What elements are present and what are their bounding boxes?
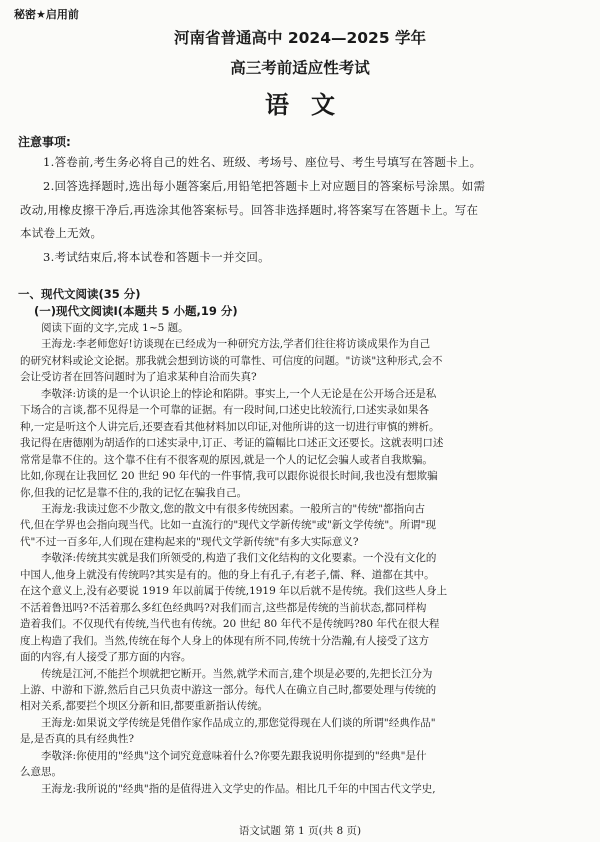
passage-line: 不活着鲁迅吗?不活着那么多红色经典吗?对我们而言,这些都是传统的当前状态,都同样构 [20, 601, 427, 614]
passage-line: 常常是靠不住的。这个靠不住有不很客观的原因,就是一个人的记忆会骗人或者自我欺骗。 [20, 453, 433, 466]
notice-line: 3.考试结束后,将本试卷和答题卡一并交回。 [43, 250, 270, 265]
passage [20, 320, 585, 797]
passage-line: 下场合的言谈,都不见得是一个可靠的证据。有一段时间,口述史比较流行,口述实录如果各 [20, 404, 430, 417]
notice-line: 本试卷上无效。 [20, 226, 103, 241]
passage-line: 在这个意义上,没有必要说 1919 年以前属于传统,1919 年以后就不是传统。我们这些人身上 [20, 585, 448, 598]
notice-line: 2.回答选择题时,选出每小题答案后,用铅笔把答题卡上对应题目的答案标号涂黑。如需 [43, 178, 486, 193]
passage-line: 阅读下面的文字,完成 1~5 题。 [41, 322, 189, 334]
passage-line: 么意思。 [20, 766, 62, 779]
passage-line: 李敬泽:访谈的是一个认识论上的悖论和陷阱。事实上,一个人无论是在公开场合还是私 [41, 387, 437, 400]
passage-line: 度上构造了我们。当然,传统在每个人身上的体现有所不同,传统十分浩瀚,有人接受了这方 [20, 634, 430, 647]
passage-line: 会让受访者在回答问题时为了追求某种自洽而失真? [20, 371, 257, 384]
passage-line: 的研究材料或论文论据。那我就会想到访谈的可靠性、可信度的问题。"访谈"这种形式,会不 [20, 354, 443, 367]
subject-title: 语文 [265, 91, 357, 119]
subsection-heading: (一)现代文阅读Ⅰ(本题共 5 小题,19 分) [34, 304, 238, 318]
passage-line: 代"不过一百多年,人们现在建构起来的"现代文学新传统"有多大实际意义? [20, 535, 359, 548]
passage-line: 王海龙:我所说的"经典"指的是值得进入文学史的作品。相比几千年的中国古代文学史, [41, 782, 436, 795]
passage-line: 我记得在唐德刚为胡适作的口述实录中,订正、考证的篇幅比口述正文还要长。这就表明口述 [20, 437, 444, 450]
notice-heading: 注意事项: [18, 135, 71, 149]
passage-line: 你,但我的记忆是靠不住的,我的记忆在骗我自己。 [20, 486, 248, 499]
notice-block [20, 151, 576, 270]
passage-line: 代,但在学界也会指向现当代。比如一直流行的"现代文学新传统"或"新文学传统"。所谓"现 [20, 519, 436, 532]
passage-line: 李敬泽:你使用的"经典"这个词究竟意味着什么?你要先跟我说明你提到的"经典"是什 [41, 749, 427, 762]
passage-line: 面的内容,有人接受了那方面的内容。 [20, 651, 192, 664]
passage-line: 造着我们。不仅现代有传统,当代也有传统。20 世纪 80 年代不是传统吗?80 年代在很大程 [20, 618, 440, 631]
passage-line: 是,是否真的具有经典性? [20, 733, 134, 746]
passage-line: 相对关系,都要拦个坝区分新和旧,都要重新指认传统。 [20, 700, 269, 713]
page-footer: 语文试题 第 1 页(共 8 页) [238, 825, 362, 837]
notice-line: 1.答卷前,考生务必将自己的姓名、班级、考场号、座位号、考生号填写在答题卡上。 [43, 155, 482, 169]
passage-line: 王海龙:我读过您不少散文,您的散文中有很多传统因素。一般所言的"传统"都指向古 [41, 502, 426, 515]
passage-line: 中国人,他身上就没有传统吗?其实是有的。他的身上有孔子,有老子,儒、释、道都在其中。 [20, 568, 435, 581]
passage-line: 王海龙:李老师您好!访谈现在已经成为一种研究方法,学者们往往将访谈成果作为自己 [41, 338, 431, 351]
notice-line: 改动,用橡皮擦干净后,再选涂其他答案标号。回答非选择题时,将答案写在答题卡上。写在 [20, 202, 479, 217]
passage-line: 种,一定是听这个人讲完后,还要查看其他材料加以印证,对他所讲的这一切进行审慎的辨析。 [20, 420, 440, 433]
passage-line: 比如,你现在让我回忆 20 世纪 90 年代的一件事情,我可以跟你说很长时间,我也没有想欺骗 [20, 470, 438, 483]
exam-title: 河南省普通高中 2024—2025 学年 [173, 29, 427, 47]
passage-line: 传统是江河,不能拦个坝就把它断开。当然,就学术而言,建个坝是必要的,先把长江分为 [41, 667, 433, 680]
passage-line: 上游、中游和下游,然后自己只负责中游这一部分。每代人在确立自己时,都要处理与传统的 [20, 683, 437, 696]
secret-label: 秘密★启用前 [14, 8, 79, 21]
passage-line: 王海龙:如果说文学传统是凭借作家作品成立的,那您觉得现在人们谈的所谓"经典作品" [41, 716, 436, 729]
passage-line: 李敬泽:传统其实就是我们所领受的,构造了我们文化结构的文化要素。一个没有文化的 [41, 552, 437, 565]
exam-subtitle: 高三考前适应性考试 [230, 59, 370, 77]
section-heading: 一、现代文阅读(35 分) [18, 287, 141, 301]
